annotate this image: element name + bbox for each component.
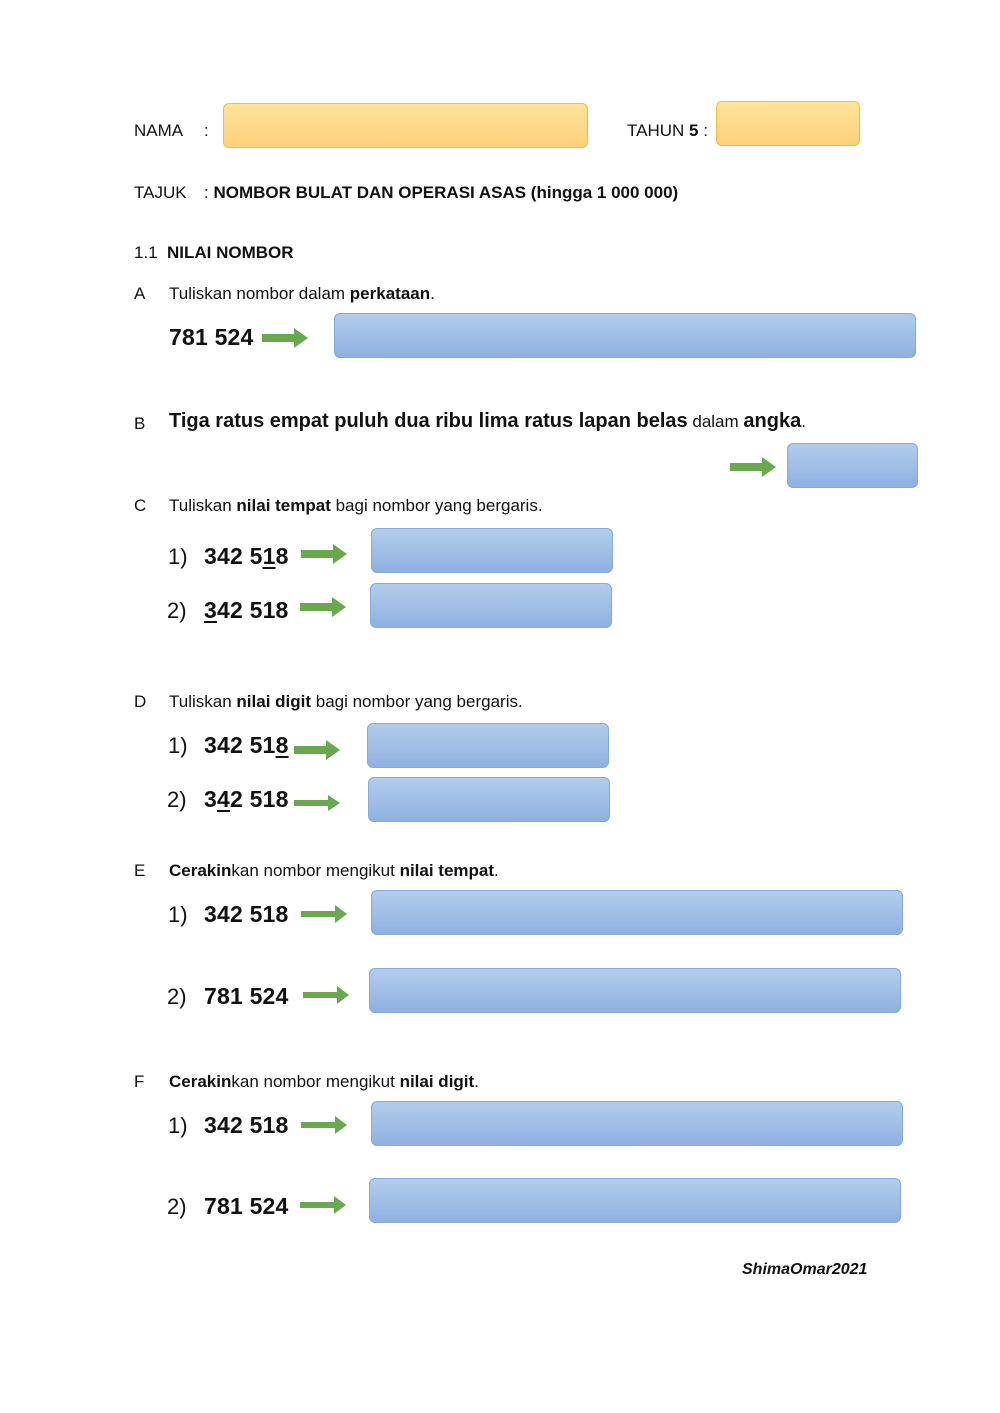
section-a-instruction — [169, 284, 435, 304]
b-phrase: Tiga ratus empat puluh dua ribu lima ratus lapan belas — [169, 410, 688, 432]
a-instr-end: . — [430, 284, 435, 303]
c-item-2-underlined-digit: 3 — [204, 597, 217, 623]
d-item-1-pre: 342 51 — [204, 732, 276, 758]
d-item-1-underlined-digit: 8 — [275, 732, 289, 758]
f-instr-1: kan nombor mengikut — [231, 1072, 400, 1091]
c-item-1-pre: 342 5 — [204, 543, 263, 569]
a-instr-bold: perkataan — [349, 284, 431, 303]
d-instr-1: Tuliskan — [169, 692, 237, 711]
arrow-right-icon — [262, 328, 308, 348]
arrow-right-icon — [303, 985, 349, 1005]
section-a-letter: A — [134, 284, 146, 303]
d-item-2-pre: 3 — [204, 786, 217, 812]
e-instr-1: kan nombor mengikut — [231, 861, 400, 880]
e-instr-bold-1: Cerakin — [169, 861, 232, 880]
a-answer-box[interactable] — [334, 313, 916, 358]
d-instr-bold: nilai digit — [236, 692, 312, 711]
c-item-1-post: 8 — [275, 543, 289, 569]
tajuk-line — [204, 183, 678, 203]
tajuk-label: TAJUK — [134, 183, 187, 202]
tahun-label — [627, 121, 708, 141]
c-instr-1: Tuliskan — [169, 496, 237, 515]
arrow-right-icon — [301, 904, 347, 924]
a-instr-1: Tuliskan nombor dalam — [169, 284, 350, 303]
arrow-right-icon — [294, 795, 340, 811]
tahun-value: 5 — [689, 121, 699, 140]
e-item-2-index: 2) — [167, 984, 187, 1009]
a-number: 781 524 — [169, 324, 254, 350]
e-instr-end: . — [494, 861, 499, 880]
tahun-label-text: TAHUN — [627, 121, 685, 140]
b-answer-box[interactable] — [787, 443, 918, 488]
d-item-1-number — [204, 732, 289, 759]
f-instr-bold-1: Cerakin — [169, 1072, 232, 1091]
e-instr-bold-2: nilai tempat — [399, 861, 495, 880]
d-item-2-underlined-digit: 4 — [217, 786, 230, 812]
section-f-instruction — [169, 1072, 479, 1092]
c-instr-bold: nilai tempat — [236, 496, 331, 515]
e-item-1-index: 1) — [168, 902, 188, 927]
c-item-1-index: 1) — [168, 544, 188, 569]
section-e-instruction — [169, 861, 499, 881]
arrow-right-icon — [730, 457, 776, 477]
f-item-1-number: 342 518 — [204, 1112, 289, 1138]
tahun-input[interactable] — [716, 101, 860, 146]
e-item-1-answer-box[interactable] — [371, 890, 903, 935]
e-item-2-number: 781 524 — [204, 983, 289, 1009]
c-item-2-index: 2) — [167, 598, 187, 623]
d-instr-2: bagi nombor yang bergaris. — [311, 692, 523, 711]
arrow-right-icon — [300, 1195, 346, 1215]
section-d-letter: D — [134, 692, 147, 711]
c-item-1-underlined-digit: 1 — [262, 543, 276, 569]
section-c-instruction — [169, 496, 543, 516]
d-item-1-index: 1) — [168, 733, 188, 758]
tajuk-value: NOMBOR BULAT DAN OPERASI ASAS (hingga 1 000 000) — [213, 183, 679, 202]
c-item-2-number — [204, 597, 289, 624]
nama-colon: : — [204, 121, 209, 140]
section-b-instruction — [169, 410, 806, 433]
f-item-1-answer-box[interactable] — [371, 1101, 903, 1146]
f-instr-bold-2: nilai digit — [399, 1072, 475, 1091]
arrow-right-icon — [301, 544, 347, 564]
tajuk-colon: : — [204, 183, 209, 202]
b-bold-word: angka — [743, 410, 802, 432]
e-item-1-number: 342 518 — [204, 901, 289, 927]
c-item-1-number — [204, 543, 289, 570]
d-item-2-index: 2) — [167, 787, 187, 812]
c-instr-2: bagi nombor yang bergaris. — [330, 496, 543, 515]
e-item-2-answer-box[interactable] — [369, 968, 901, 1013]
section-number: 1.1 — [134, 243, 158, 262]
c-item-1-answer-box[interactable] — [371, 528, 613, 573]
section-c-letter: C — [134, 496, 147, 515]
c-item-2-answer-box[interactable] — [370, 583, 612, 628]
nama-input[interactable] — [223, 103, 588, 148]
section-f-letter: F — [134, 1072, 145, 1091]
d-item-2-number — [204, 786, 289, 813]
tahun-colon: : — [703, 121, 708, 140]
nama-label: NAMA — [134, 121, 184, 140]
f-item-2-index: 2) — [167, 1194, 187, 1219]
c-item-2-post: 42 518 — [217, 597, 289, 623]
section-b-letter: B — [134, 414, 146, 433]
arrow-right-icon — [301, 1115, 347, 1135]
author-signature: ShimaOmar2021 — [742, 1261, 868, 1278]
d-item-2-post: 2 518 — [230, 786, 289, 812]
f-instr-end: . — [474, 1072, 479, 1091]
d-item-1-answer-box[interactable] — [367, 723, 609, 768]
f-item-2-answer-box[interactable] — [369, 1178, 901, 1223]
d-item-2-answer-box[interactable] — [368, 777, 610, 822]
b-mid: dalam — [687, 412, 744, 431]
section-e-letter: E — [134, 861, 146, 880]
arrow-right-icon — [294, 740, 340, 760]
f-item-2-number: 781 524 — [204, 1193, 289, 1219]
b-end: . — [801, 412, 806, 431]
section-title: NILAI NOMBOR — [167, 243, 294, 262]
f-item-1-index: 1) — [168, 1113, 188, 1138]
arrow-right-icon — [300, 597, 346, 617]
section-d-instruction — [169, 692, 523, 712]
